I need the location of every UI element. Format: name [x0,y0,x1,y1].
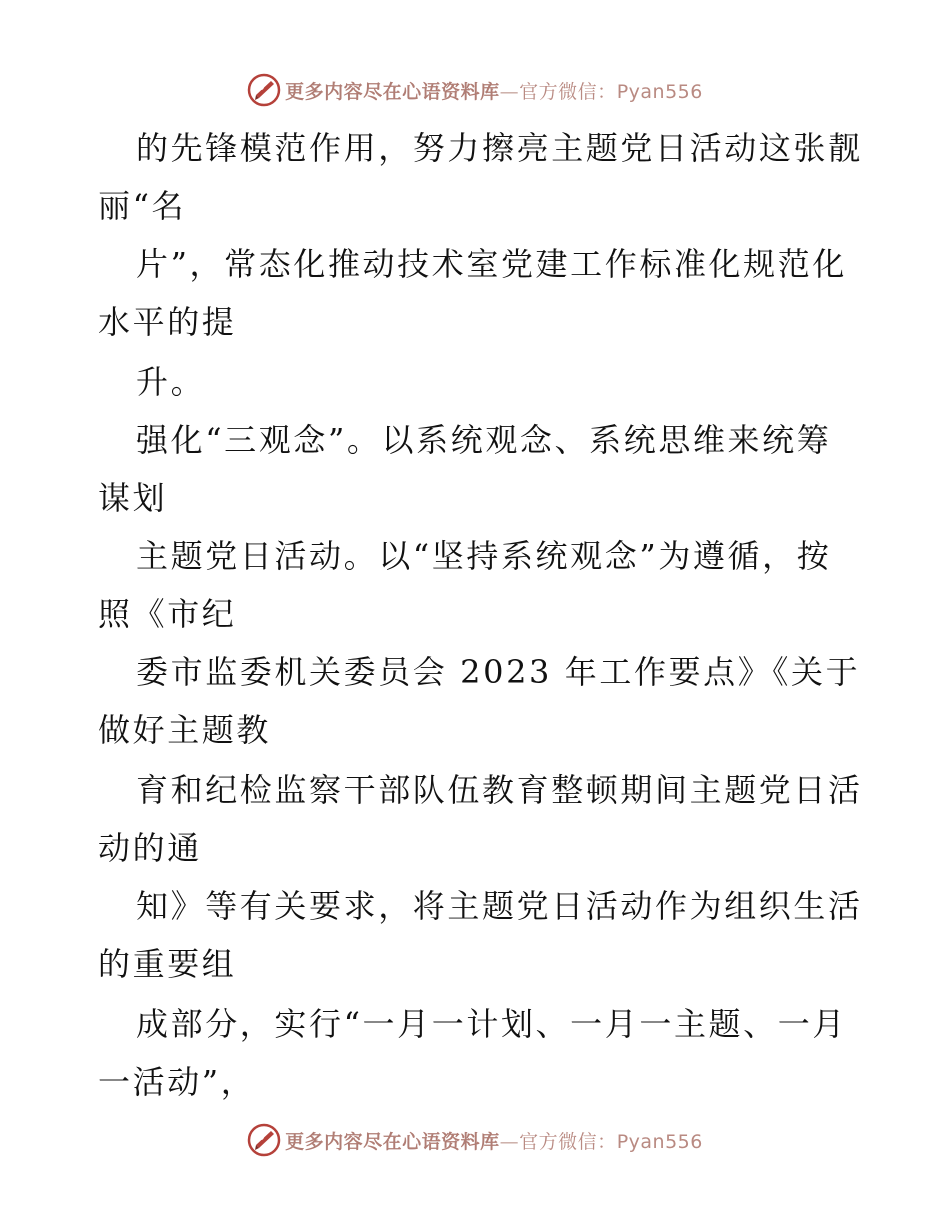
text-line: 成部分，实行“一月一计划、一月一主题、一月 [136,1005,847,1043]
brand-logo-icon [247,1123,281,1157]
text-line: 做好主题教 [98,711,272,749]
watermark-separator: — [499,1130,520,1153]
text-line: 动的通 [98,829,202,867]
text-line: 水平的提 [98,303,237,341]
text-line: 强化“三观念”。以系统观念、系统思维来统筹 [136,421,832,459]
text-line: 知》等有关要求，将主题党日活动作为组织生活 [136,887,863,925]
text-line: 升。 [136,363,206,401]
watermark-text [285,1127,703,1154]
text-line: 谋划 [98,479,168,517]
watermark-wechat-id: Pyan556 [616,80,703,103]
text-line: 照《市纪 [98,595,237,633]
text-line: 一活动”， [98,1063,256,1101]
text-line: 的重要组 [98,945,237,983]
watermark-separator: — [499,80,520,103]
text-line: 片”，常态化推动技术室党建工作标准化规范化 [136,245,847,283]
text-line: 委市监委机关委员会 2023 年工作要点》《关于 [136,653,861,691]
text-line: 的先锋模范作用，努力擦亮主题党日活动这张靓 [136,129,863,167]
text-line: 主题党日活动。以“坚持系统观念”为遵循，按 [136,537,832,575]
watermark-wechat-label: 官方微信： [519,1130,617,1153]
watermark-title: 更多内容尽在心语资料库 [285,80,500,103]
text-line: 育和纪检监察干部队伍教育整顿期间主题党日活 [136,771,863,809]
watermark-wechat-id: Pyan556 [616,1130,703,1153]
text-line: 丽“名 [98,187,187,225]
watermark-wechat-label: 官方微信： [519,80,617,103]
footer-watermark [0,1120,950,1160]
watermark-title: 更多内容尽在心语资料库 [285,1130,500,1153]
